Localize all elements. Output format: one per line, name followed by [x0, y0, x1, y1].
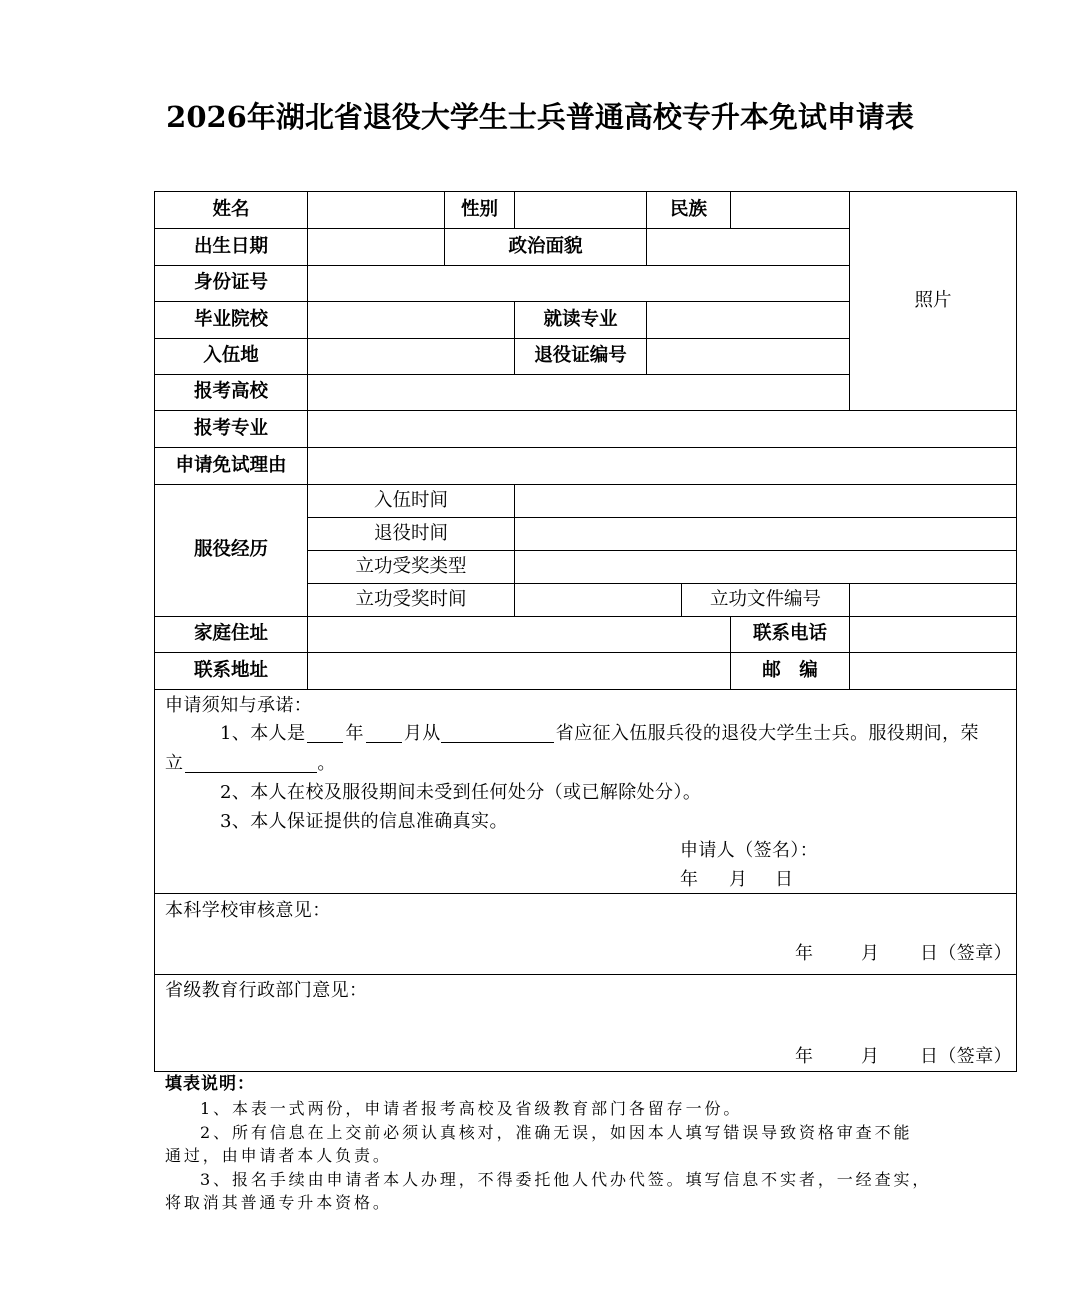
form-title: 2026年湖北省退役大学生士兵普通高校专升本免试申请表: [166, 100, 914, 134]
award-document-number-value-cell: [850, 584, 1017, 617]
enlistment-place-value-cell: [308, 339, 515, 375]
exemption-reason-label: 申请免试理由: [155, 448, 308, 485]
name-label: 姓名: [155, 192, 308, 229]
discharge-certificate-value-cell: [647, 339, 850, 375]
name-value-cell: [308, 192, 445, 229]
apply-major-value-cell: [308, 411, 1017, 448]
phone-label: 联系电话: [731, 617, 850, 653]
discharge-time-value-cell: [515, 518, 1017, 551]
note-line-3-continued: 将取消其普通专升本资格。: [165, 1193, 392, 1212]
graduate-school-value-cell: [308, 302, 515, 339]
political-status-value-cell: [647, 229, 850, 266]
award-type-value-cell: [515, 551, 1017, 584]
commitment-date-year: 年: [680, 869, 699, 890]
commitment-date-month: 月: [729, 869, 748, 890]
birth-date-value-cell: [308, 229, 445, 266]
year-blank: [307, 722, 343, 743]
application-table: [154, 191, 1017, 1072]
gender-label: 性别: [445, 192, 515, 229]
commitment-item-1-text-a: 1、本人是: [220, 723, 306, 744]
commitment-item-1: [220, 720, 979, 748]
commitment-item-3: 3、本人保证提供的信息准确真实。: [220, 811, 508, 832]
commitment-item-2: 2、本人在校及服役期间未受到任何处分（或已解除处分）。: [220, 782, 702, 803]
province-review-year: 年: [795, 1046, 814, 1067]
commitment-date-day: 日: [775, 869, 794, 890]
award-document-number-label: 立功文件编号: [682, 584, 850, 617]
province-review-section: [155, 975, 1017, 1072]
note-line-1: 1、本表一式两份，申请者报考高校及省级教育部门各留存一份。: [200, 1099, 743, 1118]
applicant-signature-label: 申请人（签名）：: [680, 840, 819, 861]
month-blank: [366, 722, 402, 743]
notes-title: 填表说明：: [165, 1074, 255, 1094]
apply-major-label: 报考专业: [155, 411, 308, 448]
enlistment-place-label: 入伍地: [155, 339, 308, 375]
commitment-item-1-text-e: 立: [165, 753, 184, 774]
enlist-time-label: 入伍时间: [308, 485, 515, 518]
commitment-item-1-text-c: 月从: [403, 723, 441, 744]
school-review-section: [155, 894, 1017, 975]
note-line-2: 2、所有信息在上交前必须认真核对，准确无误，如因本人填写错误导致资格审查不能: [200, 1123, 913, 1142]
gender-value-cell: [515, 192, 647, 229]
province-review-day-seal: 日（签章）: [920, 1046, 1012, 1067]
ethnicity-value-cell: [731, 192, 850, 229]
school-review-year: 年: [795, 943, 814, 964]
note-line-2-continued: 通过，由申请者本人负责。: [165, 1146, 392, 1165]
apply-school-value-cell: [308, 375, 850, 411]
home-address-value-cell: [308, 617, 731, 653]
political-status-label: 政治面貌: [445, 229, 647, 266]
id-number-value-cell: [308, 266, 850, 302]
exemption-reason-value-cell: [308, 448, 1017, 485]
school-review-month: 月: [861, 943, 880, 964]
id-number-label: 身份证号: [155, 266, 308, 302]
contact-address-value-cell: [308, 653, 731, 690]
enlist-time-value-cell: [515, 485, 1017, 518]
province-review-title: 省级教育行政部门意见：: [165, 980, 368, 1001]
study-major-value-cell: [647, 302, 850, 339]
school-review-title: 本科学校审核意见：: [165, 900, 331, 921]
service-experience-label: 服役经历: [155, 485, 308, 617]
honor-blank: [185, 752, 317, 773]
award-type-label: 立功受奖类型: [308, 551, 515, 584]
graduate-school-label: 毕业院校: [155, 302, 308, 339]
photo-box: 照片: [850, 192, 1017, 411]
study-major-label: 就读专业: [515, 302, 647, 339]
commitment-item-1-text-d: 省应征入伍服兵役的退役大学生士兵。服役期间，荣: [555, 723, 979, 744]
province-review-month: 月: [861, 1046, 880, 1067]
commitment-item-1-text-b: 年: [345, 723, 364, 744]
province-blank: [441, 722, 554, 743]
contact-address-label: 联系地址: [155, 653, 308, 690]
commitment-item-1-text-f: 。: [317, 753, 336, 774]
commitment-item-1-continued: [165, 750, 336, 778]
home-address-label: 家庭住址: [155, 617, 308, 653]
postcode-label: 邮 编: [731, 653, 850, 690]
discharge-certificate-label: 退役证编号: [515, 339, 647, 375]
school-review-day-seal: 日（签章）: [920, 943, 1012, 964]
award-time-label: 立功受奖时间: [308, 584, 515, 617]
award-time-value-cell: [515, 584, 682, 617]
commitment-section: [155, 690, 1017, 894]
postcode-value-cell: [850, 653, 1017, 690]
apply-school-label: 报考高校: [155, 375, 308, 411]
commitment-title: 申请须知与承诺：: [165, 695, 313, 716]
note-line-3: 3、报名手续由申请者本人办理，不得委托他人代办代签。填写信息不实者，一经查实，: [200, 1170, 932, 1189]
phone-value-cell: [850, 617, 1017, 653]
discharge-time-label: 退役时间: [308, 518, 515, 551]
ethnicity-label: 民族: [647, 192, 731, 229]
birth-date-label: 出生日期: [155, 229, 308, 266]
